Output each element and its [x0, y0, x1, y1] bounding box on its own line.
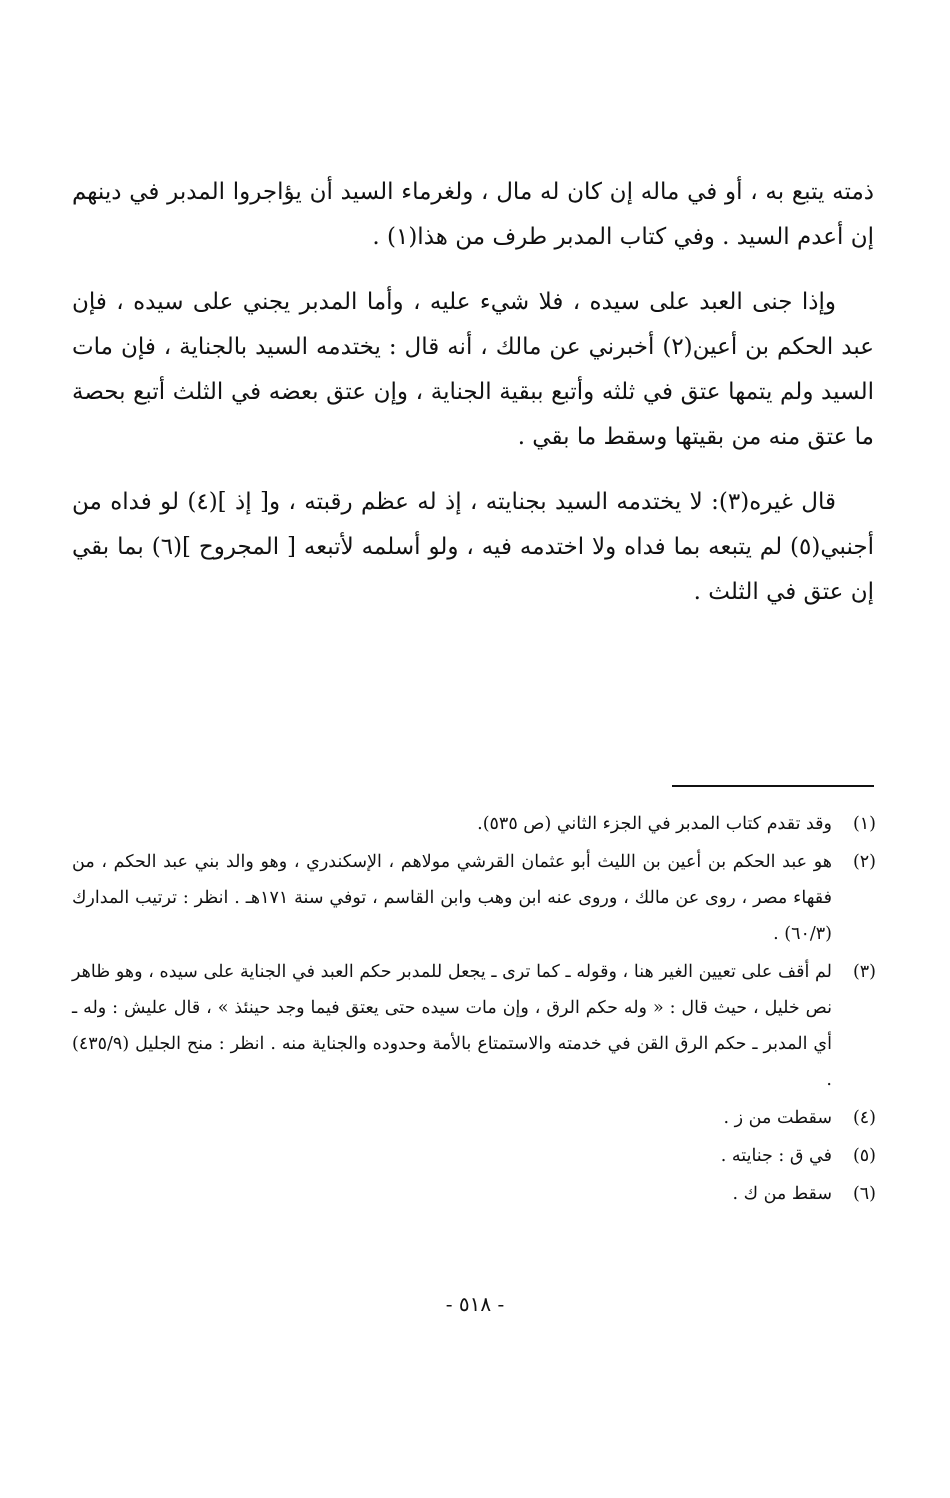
footnote-number: (١) [852, 814, 876, 834]
footnote-text: سقط من ك . [732, 1184, 832, 1204]
footnote-number: (٢) [852, 852, 876, 872]
footnotes [72, 806, 876, 1214]
paragraph: ذمته يتبع به ، أو في ماله إن كان له مال ، ولغرماء السيد أن يؤاجروا المدبر في دينهم إن أعدم السيد . وفي كتاب المدبر طرف من هذا(١) . [72, 179, 874, 250]
main-text [72, 170, 874, 635]
footnote-number: (٥) [852, 1146, 876, 1166]
footnote-text: لم أقف على تعيين الغير هنا ، وقوله ـ كما ترى ـ يجعل للمدبر حكم العبد في الجناية على سيده ، وهو ظاهر نص خليل ، حيث قال : « وله حكم الرق ، وإن مات سيده حتى يعتق فيما وجد حينئذ » ، قال عليش : وله ـ أي المدبر ـ حكم الرق القن في خدمته والاستمتاع بالأمة وحدوده والجناية منه . انظر : منح الجليل (٤٣٥/٩) . [72, 962, 832, 1090]
footnote [72, 806, 876, 842]
footnote-number: (٣) [852, 962, 876, 982]
footnote-number: (٦) [852, 1184, 876, 1204]
footnote-divider [672, 785, 874, 787]
footnote [72, 844, 876, 952]
paragraph: وإذا جنى العبد على سيده ، فلا شيء عليه ، وأما المدبر يجني على سيده ، فإن عبد الحكم بن أعين(٢) أخبرني عن مالك ، أنه قال : يختدمه السيد بالجناية ، فإن مات السيد ولم يتمها عتق في ثلثه وأتبع ببقية الجناية ، وإن عتق بعضه في الثلث أتبع بحصة ما عتق منه من بقيتها وسقط ما بقي . [72, 289, 874, 450]
footnote [72, 1176, 876, 1212]
footnote [72, 954, 876, 1098]
footnote-text: هو عبد الحكم بن أعين بن الليث أبو عثمان القرشي مولاهم ، الإسكندري ، وهو والد بني عبد الحكم ، من فقهاء مصر ، روى عن مالك ، وروى عنه ابن وهب وابن القاسم ، توفي سنة ١٧١هـ . انظر : ترتيب المدارك (٦٠/٣) . [72, 852, 833, 944]
footnote-text: وقد تقدم كتاب المدبر في الجزء الثاني (ص ٥٣٥). [477, 814, 832, 834]
footnote [72, 1100, 876, 1136]
footnote-number: (٤) [852, 1108, 876, 1128]
footnote [72, 1138, 876, 1174]
footnote-text: سقطت من ز . [723, 1108, 832, 1128]
footnote-text: في ق : جنايته . [720, 1146, 832, 1166]
page-number: - ٥١٨ - [445, 1292, 505, 1316]
paragraph: قال غيره(٣): لا يختدمه السيد بجنايته ، إذ له عظم رقبته ، و[ إذ ](٤) لو فداه من أجنبي(٥) لم يتبعه بما فداه ولا اختدمه فيه ، ولو أسلمه لأتبعه [ المجروح ](٦) بما بقي إن عتق في الثلث . [72, 489, 874, 605]
